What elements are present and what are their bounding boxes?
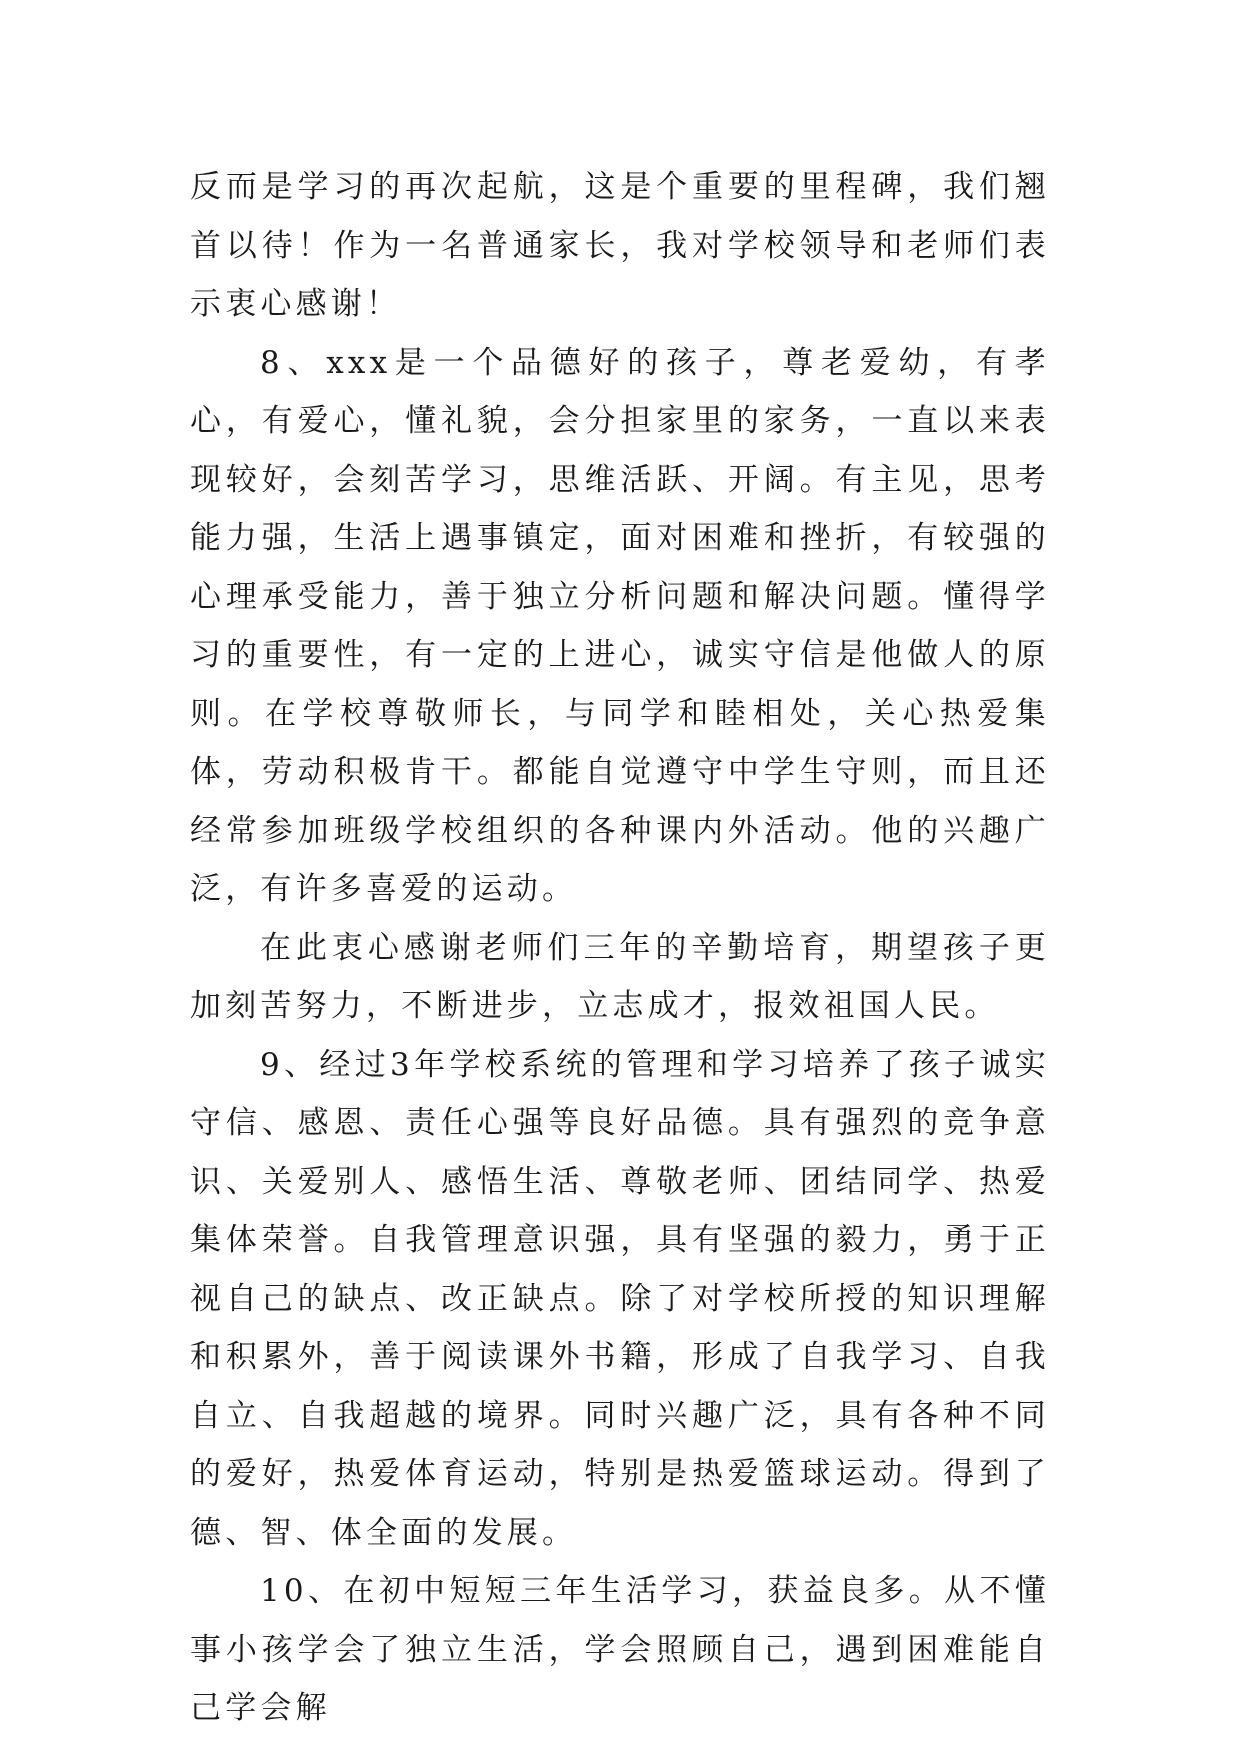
paragraph-item-10: 10、在初中短短三年生活学习，获益良多。从不懂事小孩学会了独立生活，学会照顾自己，遇到困难能自己学会解 <box>190 1573 1050 1726</box>
document-body <box>190 158 1050 1738</box>
paragraph-item-9: 9、经过3年学校系统的管理和学习培养了孩子诚实守信、感恩、责任心强等良好品德。具有强烈的竞争意识、关爱别人、感悟生活、尊敬老师、团结同学、热爱集体荣誉。自我管理意识强，具有坚强的毅力，勇于正视自己的缺点、改正缺点。除了对学校所授的知识理解和积累外，善于阅读课外书籍，形成了自我学习、自我自立、自我超越的境界。同时兴趣广泛，具有各种不同的爱好，热爱体育运动，特别是热爱篮球运动。得到了德、智、体全面的发展。 <box>190 1046 1050 1551</box>
paragraph-thanks: 在此衷心感谢老师们三年的辛勤培育，期望孩子更加刻苦努力，不断进步，立志成才，报效祖国人民。 <box>190 929 1050 1024</box>
paragraph-continuation: 反而是学习的再次起航，这是个重要的里程碑，我们翘首以待！作为一名普通家长，我对学校领导和老师们表示衷心感谢！ <box>190 169 1050 322</box>
paragraph-item-8: 8、xxx是一个品德好的孩子，尊老爱幼，有孝心，有爱心，懂礼貌，会分担家里的家务，一直以来表现较好，会刻苦学习，思维活跃、开阔。有主见，思考能力强，生活上遇事镇定，面对困难和挫折，有较强的心理承受能力，善于独立分析问题和解决问题。懂得学习的重要性，有一定的上进心，诚实守信是他做人的原则。在学校尊敬师长，与同学和睦相处，关心热爱集体，劳动积极肯干。都能自觉遵守中学生守则，而且还经常参加班级学校组织的各种课内外活动。他的兴趣广泛，有许多喜爱的运动。 <box>190 344 1050 907</box>
